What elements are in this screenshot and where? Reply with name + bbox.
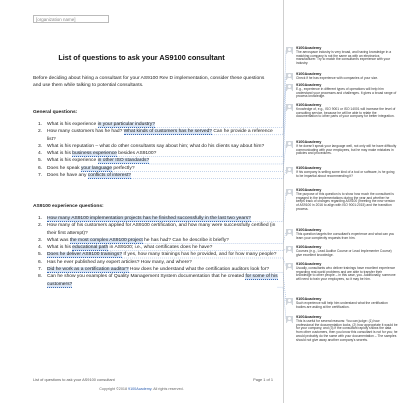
question-text-part: Can he provide a reference list? — [47, 129, 273, 142]
question-text-part: How many customers has he had? — [47, 129, 124, 135]
comment-author: 9100Academy — [296, 297, 322, 301]
general-question-5 — [38, 157, 278, 164]
comment-body — [296, 166, 398, 178]
user-avatar-icon — [286, 316, 293, 323]
as9100-question-1 — [38, 215, 278, 222]
question-number: 3. — [38, 143, 43, 149]
user-avatar-icon — [286, 47, 293, 54]
user-avatar-icon — [286, 73, 293, 80]
as9100-questions-heading: AS9100 experience questions: — [33, 204, 104, 209]
question-text — [47, 251, 278, 258]
comment-author: 9100Academy — [296, 46, 322, 50]
comment-author: 9100Academy — [296, 83, 322, 87]
user-avatar-icon — [286, 141, 293, 148]
question-text — [47, 259, 278, 266]
as9100-question-2 — [38, 222, 278, 237]
question-text-part: in AS9100; i.e., what certificates does he have? — [108, 245, 213, 251]
copyright-line — [0, 387, 283, 391]
comment-body — [296, 46, 398, 66]
question-text — [47, 165, 278, 172]
question-text-part: Has he ever published any expert articles? How many, and where? — [47, 259, 192, 265]
commented-text-highlight[interactable]: in other ISO standards? — [97, 158, 150, 164]
comment-card[interactable] — [286, 315, 398, 343]
comment-card[interactable] — [286, 245, 398, 257]
question-text — [47, 143, 278, 150]
comment-card[interactable] — [286, 72, 398, 81]
general-question-6 — [38, 165, 278, 172]
question-text-part: If yes, how many trainings has he provided, and for how many people? — [122, 252, 277, 258]
comment-body — [296, 315, 398, 343]
commented-text-highlight[interactable]: the most complex AS9100 project — [69, 237, 143, 243]
question-text — [47, 244, 278, 251]
general-question-4 — [38, 150, 278, 157]
question-number: 5. — [38, 252, 43, 258]
question-number: 8. — [38, 274, 43, 280]
comment-author: 9100Academy — [296, 245, 322, 249]
comment-author: 9100Academy — [296, 72, 322, 76]
question-text-part: Does he speak — [47, 165, 81, 171]
question-text — [47, 172, 278, 179]
user-avatar-icon — [286, 229, 293, 236]
user-avatar-icon — [286, 263, 293, 270]
question-number: 4. — [38, 151, 43, 157]
comment-body — [296, 83, 398, 99]
question-number: 5. — [38, 158, 43, 164]
copyright-prefix: Copyright ©2018 — [99, 387, 129, 391]
user-avatar-icon — [286, 84, 293, 91]
commented-text-highlight[interactable]: Did he work as a certification auditor? — [47, 267, 129, 273]
user-avatar-icon — [286, 167, 293, 174]
comment-text: If his company is selling some kind of a tool or software, is he going to be impartial about recommending it? — [296, 169, 395, 178]
comment-text: Usually, consultants who deliver trainings have excellent experience regarding real-world problems and are able to transfer their knowledge to other people – in this case, you. Additionally, someone will need to train your employees, so it may be him. — [296, 265, 396, 282]
commented-text-highlight[interactable]: conflicts of interest? — [87, 173, 132, 179]
as9100-question-4 — [38, 244, 278, 251]
comment-body — [296, 228, 398, 240]
comment-author: 9100Academy — [296, 315, 322, 319]
general-questions-list — [38, 121, 278, 179]
commented-text-highlight[interactable]: in your particular industry? — [97, 122, 155, 127]
comment-body — [296, 188, 398, 212]
comment-card[interactable] — [286, 103, 398, 119]
question-number: 1. — [38, 216, 43, 221]
question-text — [47, 237, 278, 244]
comment-body — [296, 262, 398, 282]
question-text-part: What was — [47, 237, 70, 243]
comment-text: Knowledge of, e.g., ISO 9001 or ISO 14001 will increase the level of consulting service, because he will be able to relate the documentation to other parts of your company for better integration. — [296, 106, 396, 119]
as9100-question-8 — [38, 273, 278, 288]
comment-card[interactable] — [286, 166, 398, 178]
comment-author: 9100Academy — [296, 166, 322, 170]
footer-title: List of questions to ask your AS9100 consultant — [33, 377, 115, 382]
as9100-question-7 — [38, 266, 278, 273]
commented-text-highlight[interactable]: educational path — [72, 245, 109, 251]
question-number: 6. — [38, 165, 43, 171]
question-text-part: What is his — [47, 151, 73, 157]
comment-author: 9100Academy — [296, 262, 322, 266]
question-text — [47, 215, 278, 222]
question-number: 4. — [38, 245, 43, 251]
question-text-part: Does he have any — [47, 173, 88, 179]
question-text-part: What is his reputation – what do other consultants say about him; what do his clients say about him? — [47, 143, 265, 149]
comment-text: This is useful for several reasons: You can judge: (1) how professional the documentation looks, (2) how appropriate it would be for your company, and (3) if the consultant rapidly shows the data from other customers, then you know this consultant is not for you; he would probably do the same with your documentation – The samples should not give away another company's secrets. — [296, 318, 398, 343]
comment-text: Check if he has experience with companies of your size. — [296, 75, 379, 80]
comment-card[interactable] — [286, 46, 398, 66]
commented-text-highlight[interactable]: Does he deliver AS9100 trainings? — [47, 252, 123, 258]
page-number: Page 1 of 1 — [253, 377, 273, 382]
general-question-2 — [38, 128, 278, 143]
question-number: 7. — [38, 173, 43, 179]
question-number: 6. — [38, 259, 43, 265]
comment-margin-divider — [283, 0, 284, 403]
question-text-part: What is his experience — [47, 122, 98, 127]
comment-text: The purpose of this question is to show how much the consultant is engaged in the implementations during the year and whether he keeps track of changes regarding AS9100 (meeting the new version of AS9100 in 2016 to align with ISO 9001:2015) and the transition process. — [296, 191, 395, 212]
question-text-part: What is his — [47, 245, 73, 251]
comment-card[interactable] — [286, 188, 398, 212]
as9100-question-6 — [38, 259, 278, 266]
general-question-3 — [38, 143, 278, 150]
question-text-part: besides AS9100? — [116, 151, 157, 157]
general-question-1 — [38, 121, 278, 128]
comment-body — [296, 72, 398, 81]
question-text — [47, 222, 278, 237]
question-text-part: perfectly? — [111, 165, 135, 171]
comment-card[interactable] — [286, 140, 398, 156]
intro-paragraph: Before deciding about hiring a consultant for your AS9100 Rev D implementation, consider these questions and use them while talking to potential consultants. — [33, 76, 265, 88]
question-number: 2. — [38, 129, 43, 135]
commented-text-highlight[interactable]: What kinds of customers has he served? — [123, 129, 213, 135]
user-avatar-icon — [286, 298, 293, 305]
organization-name-field[interactable]: [organization name] — [33, 15, 109, 23]
copyright-link[interactable]: 9100Academy — [128, 387, 152, 391]
comment-text: Courses (e.g., Lead Auditor Course or Lead Implementer Course) give excellent knowledge. — [296, 248, 392, 257]
question-text — [47, 121, 278, 128]
question-text — [47, 150, 278, 157]
comment-text: If he doesn't speak your language well, not only will he have difficulty communicating with your employees, but he may make mistakes in policies and procedures. — [296, 143, 397, 156]
commented-text-highlight[interactable]: for some of his customers? — [47, 274, 278, 287]
as9100-question-5 — [38, 251, 278, 258]
comment-card[interactable] — [286, 262, 398, 282]
comment-author: 9100Academy — [296, 188, 322, 192]
comment-author: 9100Academy — [296, 228, 322, 232]
comment-body — [296, 297, 398, 309]
commented-text-highlight[interactable]: business experience — [72, 151, 117, 157]
question-text — [47, 157, 278, 164]
user-avatar-icon — [286, 189, 293, 196]
comment-body — [296, 103, 398, 119]
comment-text: E.g., experience in different types of operations will help him understand your processes and challenges. It gives a broad range of process knowledge. — [296, 86, 397, 99]
comment-card[interactable] — [286, 228, 398, 240]
comment-text: This question targets the consultant's experience and what can you learn your complexity requests from him. — [296, 231, 395, 240]
question-text-part: Can he show you examples of Quality Management System documentation that he created — [47, 274, 246, 280]
question-text-part: he has had? Can he describe it briefly? — [142, 237, 229, 243]
comment-card[interactable] — [286, 83, 398, 99]
question-text — [47, 273, 278, 288]
document-title: List of questions to ask your AS9100 consultant — [58, 53, 225, 62]
user-avatar-icon — [286, 104, 293, 111]
question-number: 2. — [38, 223, 43, 229]
comment-text: Such experience will help him understand what the certification bodies are asking at the certification. — [296, 300, 388, 309]
question-text — [47, 128, 278, 143]
user-avatar-icon — [286, 246, 293, 253]
commented-text-highlight[interactable]: How many AS9100 implementation projects has he finished successfully in the last two years? — [47, 216, 251, 221]
copyright-suffix: . All rights reserved. — [151, 387, 184, 391]
comment-card[interactable] — [286, 297, 398, 309]
question-text-part: How does he understand what the certification auditors look for? — [128, 267, 270, 273]
general-question-7 — [38, 172, 278, 179]
comment-body — [296, 140, 398, 156]
comment-body — [296, 245, 398, 257]
comment-text: The aerospace industry is very broad, and having knowledge in a matching company is not the same as with an electronics manufacturer. Try to match the consultant's experience with your industry. — [296, 49, 392, 66]
question-number: 3. — [38, 237, 43, 243]
as9100-questions-list — [38, 215, 278, 288]
question-number: 1. — [38, 122, 43, 127]
question-number: 7. — [38, 267, 43, 273]
general-questions-heading: General questions: — [33, 110, 78, 115]
as9100-question-3 — [38, 237, 278, 244]
question-text-part: How many of his customers applied for AS9100 certification, and how many were successfully certified (in their first attempt)? — [47, 223, 276, 236]
comment-author: 9100Academy — [296, 140, 322, 144]
comments-sidebar — [286, 0, 400, 403]
question-text-part: What is his experience — [47, 158, 98, 164]
comment-author: 9100Academy — [296, 103, 322, 107]
page-footer — [33, 377, 273, 382]
commented-text-highlight[interactable]: your language — [80, 165, 112, 171]
question-text — [47, 266, 278, 273]
